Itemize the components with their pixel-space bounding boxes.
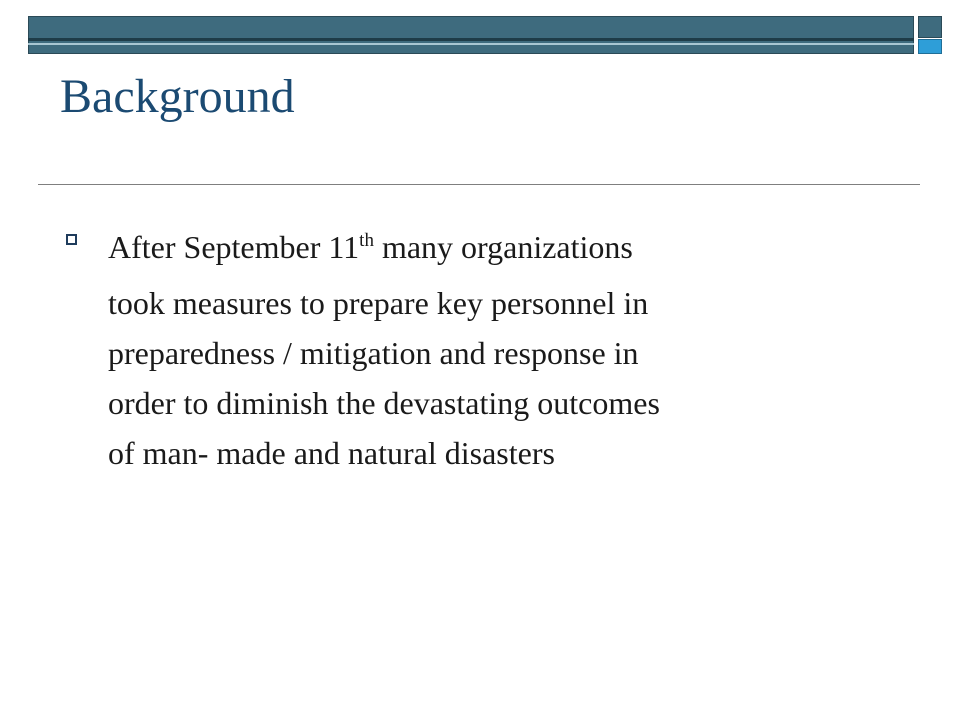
top-bar-main bbox=[28, 16, 914, 54]
corner-square-accent bbox=[918, 39, 942, 54]
bullet-text bbox=[108, 222, 868, 478]
bullet-line-5: of man- made and natural disasters bbox=[108, 435, 555, 471]
bullet-line-1 bbox=[108, 222, 868, 278]
bullet-line-3: preparedness / mitigation and response in bbox=[108, 335, 639, 371]
hollow-square-bullet-icon bbox=[66, 234, 77, 245]
ordinal-suffix: th bbox=[359, 230, 374, 251]
top-bar-highlight bbox=[28, 43, 914, 45]
bullet-line-4: order to diminish the devastating outcomes bbox=[108, 385, 660, 421]
bullet-line-1-post: many organizations bbox=[373, 229, 633, 265]
top-decorative-bar bbox=[28, 16, 942, 54]
corner-square-top bbox=[918, 16, 942, 38]
bullet-line-1-pre: After September 11 bbox=[108, 229, 360, 265]
slide-title: Background bbox=[60, 70, 295, 123]
title-divider bbox=[38, 184, 920, 185]
bullet-line-2: took measures to prepare key personnel in bbox=[108, 285, 649, 321]
top-bar-stripe bbox=[28, 38, 914, 41]
